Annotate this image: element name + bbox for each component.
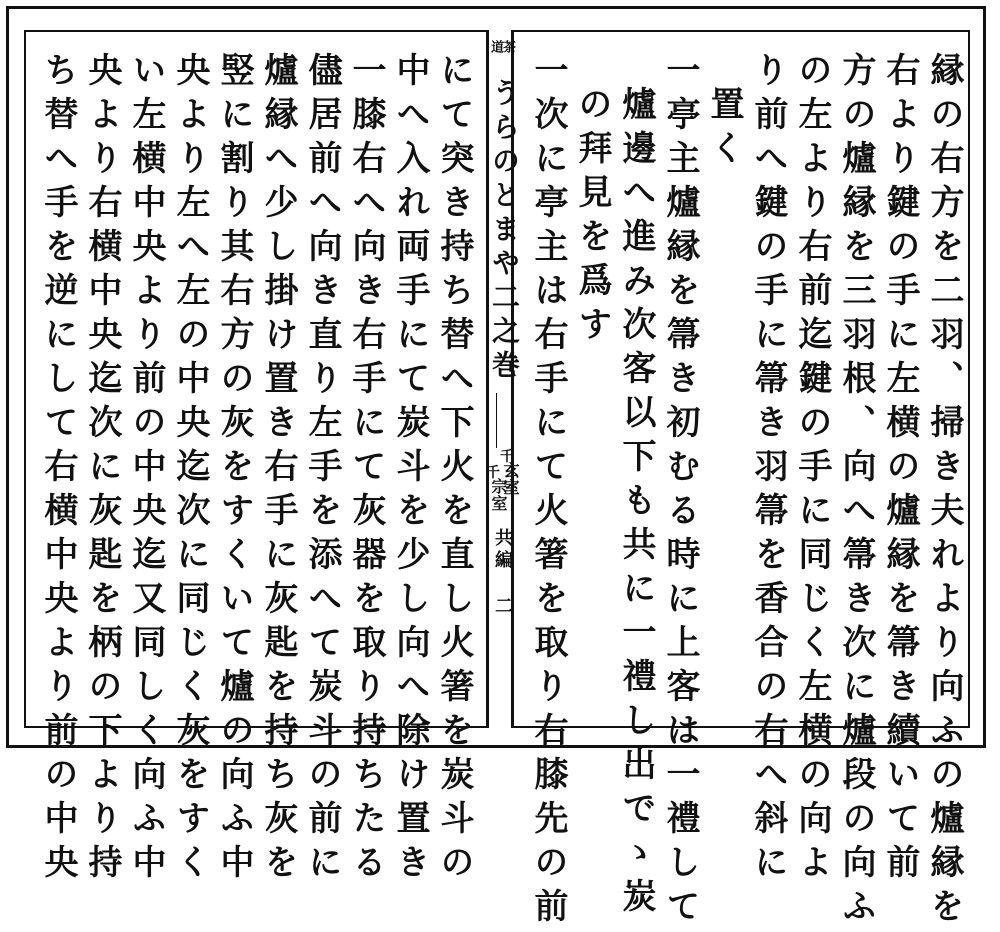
right-col-4: の左より右前迄鍵の手に同じく左横の向よ <box>792 52 832 888</box>
left-col-6: 竪に割り其右方の灰をすくいて爐の向ふ中 <box>214 52 254 888</box>
right-col-8: 爐邊へ進み次客以下も共に一禮し出でゝ炭 <box>616 86 656 922</box>
right-col-5: り前へ鍵の手に箒き羽箒を香合の右へ斜に <box>748 52 788 888</box>
right-col-3: 方の爐縁を三羽根、向へ箒き次に爐段の向ふ <box>836 52 876 932</box>
right-col-7: 一亭主爐縁を箒き初むる時に上客は一禮して <box>660 52 700 932</box>
spine-author-a: 玄室 <box>501 462 520 496</box>
left-col-1: にて突き持ち替へ下火を直し火箸を炭斗の <box>434 52 474 888</box>
right-col-10: 一次に亭主は右手にて火箸を取り右膝先の前 <box>528 52 568 932</box>
right-col-9: の拜見を爲す <box>572 86 612 350</box>
left-col-10: ち替へ手を逆にして右横中央より前の中央 <box>38 52 78 888</box>
spine-divider <box>496 393 497 448</box>
left-col-5: 爐縁へ少し掛け置き右手に灰匙を持ち灰を <box>258 52 298 888</box>
left-col-3: 一膝右へ向き右手にて灰器を取り持ちたる <box>346 52 386 888</box>
right-col-2: 右より鍵の手に左横の爐縁を箒き續いて前 <box>880 52 920 888</box>
spine-title: うらのとまや二之巻 <box>488 78 521 384</box>
spine-tag-b: 道 <box>488 40 503 54</box>
spine-editor: 共編 <box>492 528 513 572</box>
spine-author-prefix-a: 千 <box>500 449 514 465</box>
left-col-2: 中へ入れ両手にて炭斗を少し向へ除け置き <box>390 52 430 888</box>
spine-author-prefix-b: 千 <box>486 465 500 481</box>
left-col-8: い左横中央より前の中央迄又同しく向ふ中 <box>126 52 166 888</box>
spine-tag-a: 茶 <box>500 40 515 53</box>
page-number: 二 <box>492 596 513 614</box>
left-col-7: 央より左へ左の中央迄次に同じく灰をすく <box>170 52 210 888</box>
left-col-4: 儘居前へ向き直り左手を添へて炭斗の前に <box>302 52 342 888</box>
left-col-9: 央より右横中央迄次に灰匙を柄の下より持 <box>82 52 122 888</box>
right-col-6: 置く <box>704 86 744 174</box>
right-col-1: 縁の右方を二羽、掃き夫れより向ふの爐縁を <box>924 52 964 932</box>
spine-author-b: 宗室 <box>489 478 508 512</box>
